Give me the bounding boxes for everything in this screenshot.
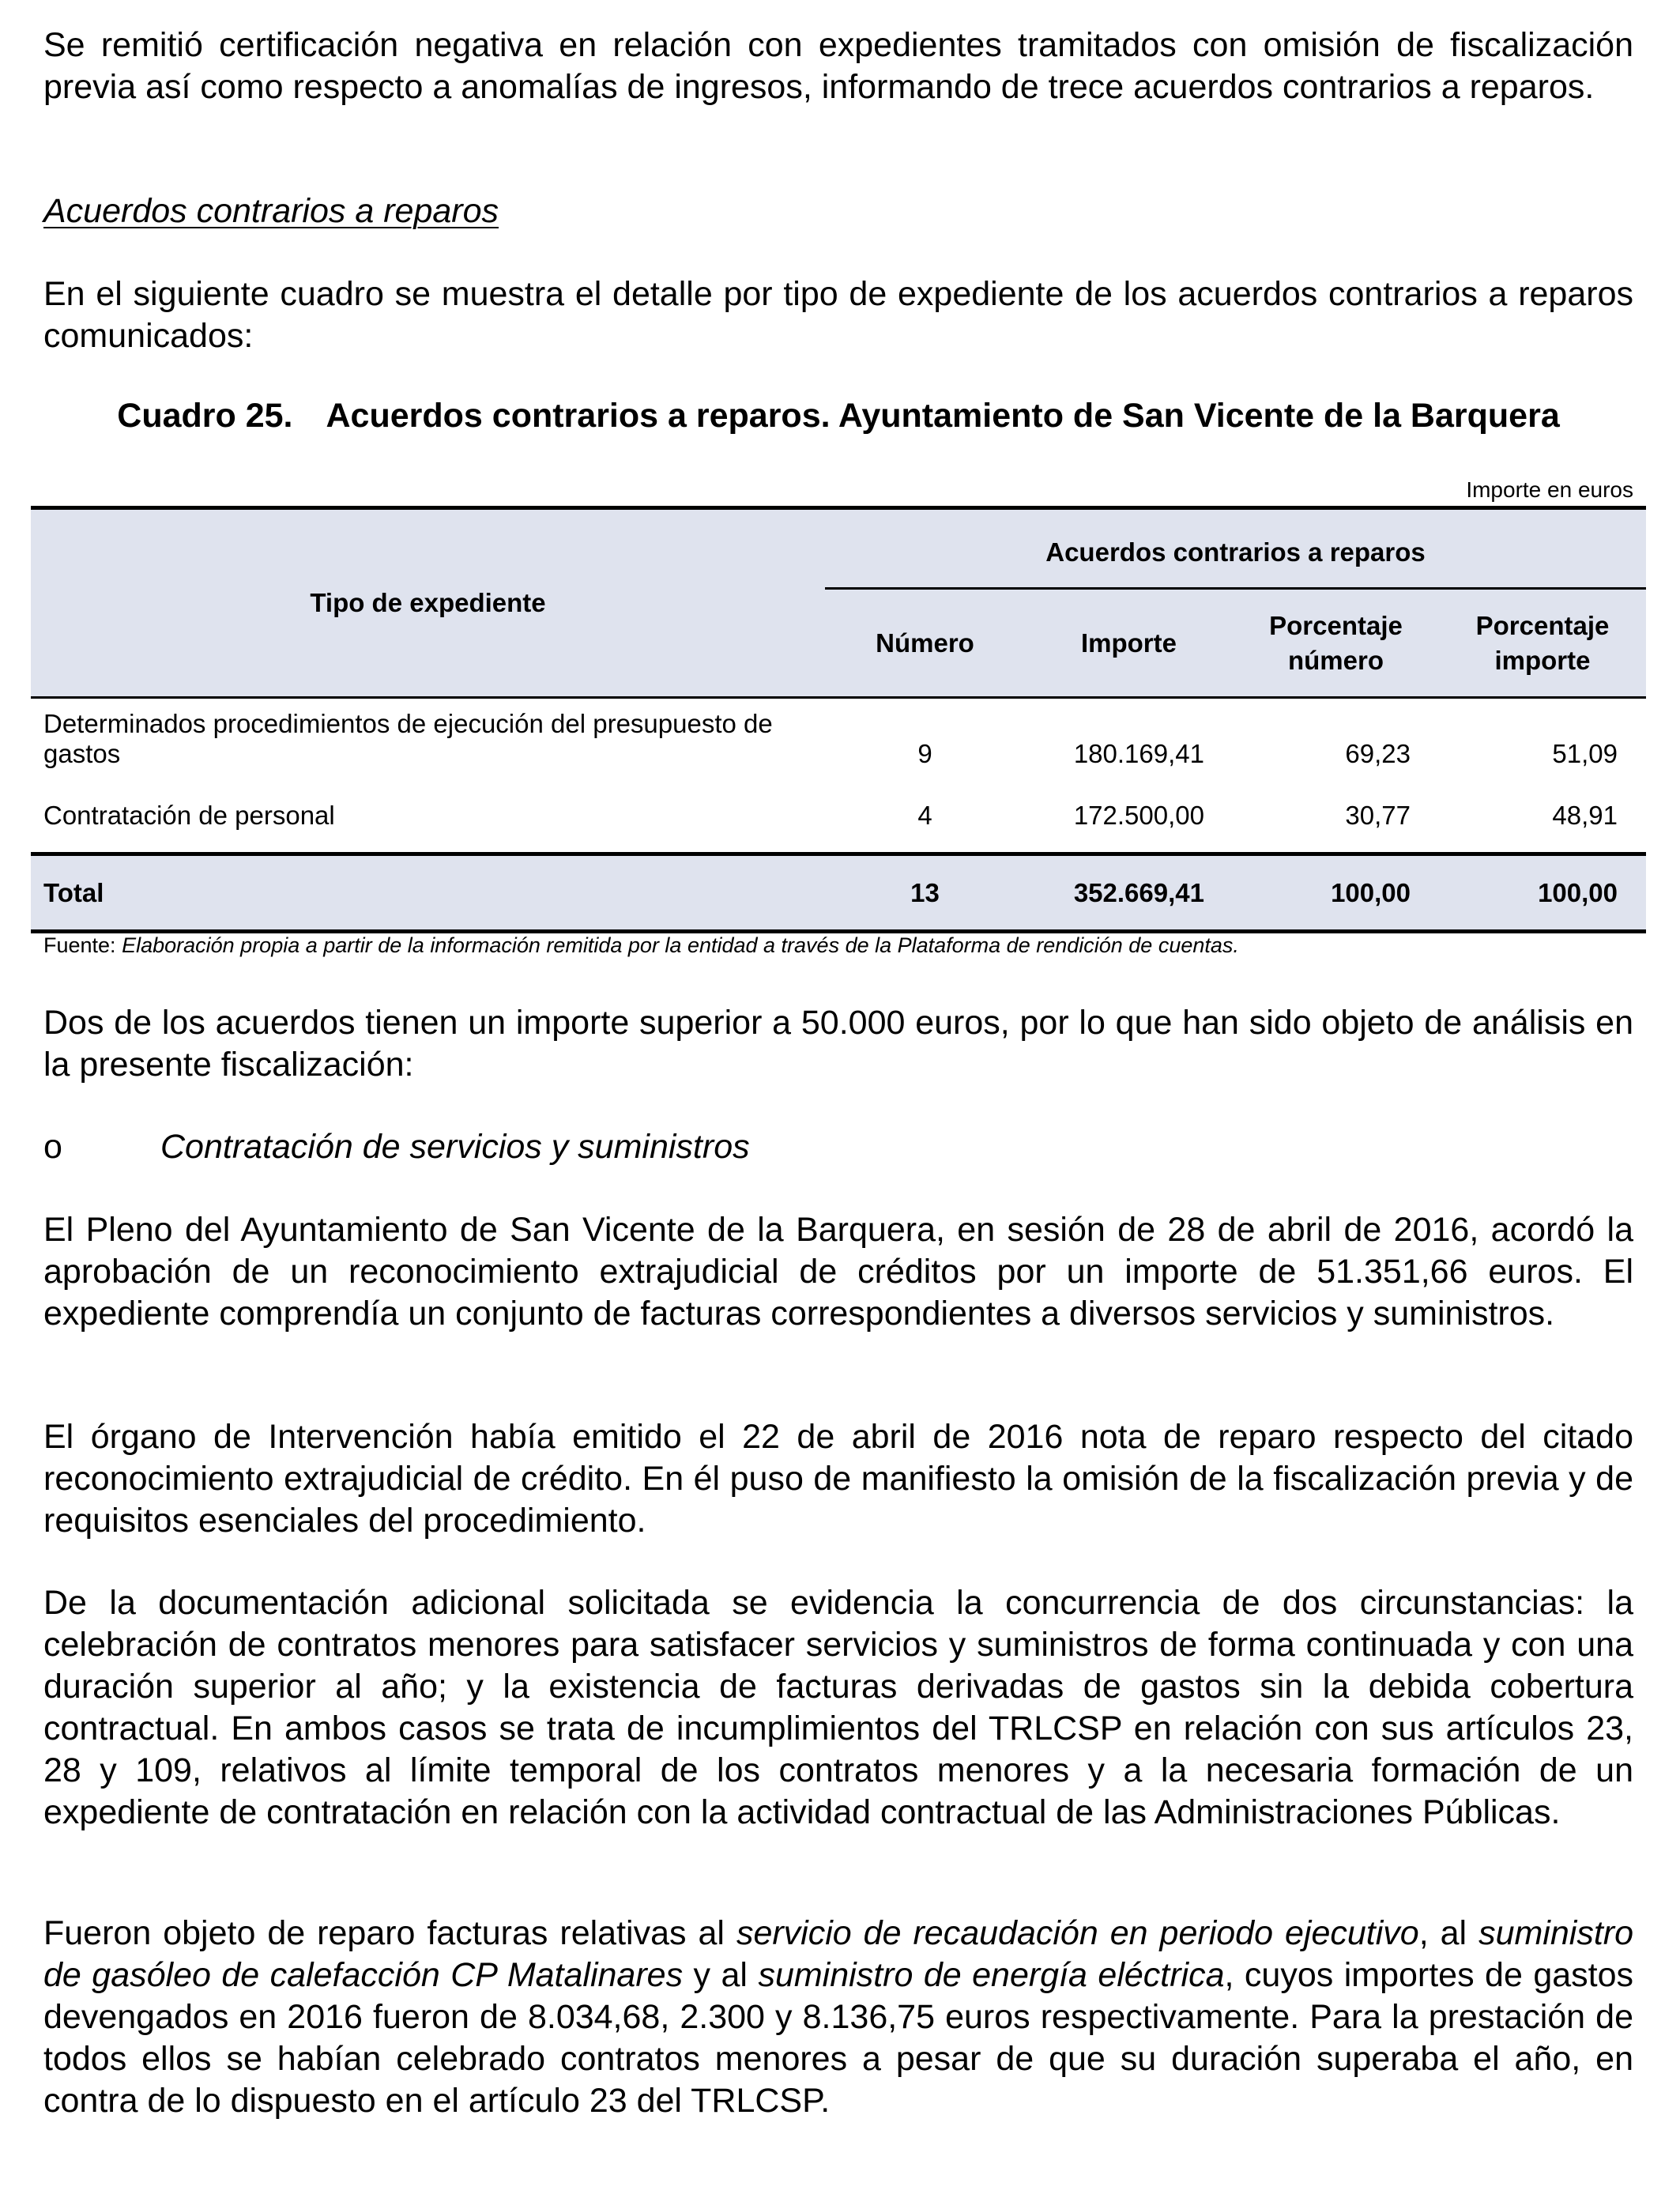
bullet-text: Contratación de servicios y suministros <box>160 1128 750 1166</box>
para7-italic-2: suministro de gasóleo de calefacción CP Matalinares <box>43 1914 1634 1994</box>
total-pct-importe: 100,00 <box>1439 854 1646 932</box>
total-numero: 13 <box>825 854 1025 932</box>
paragraph-intervencion: El órgano de Intervención había emitido el 22 de abril de 2016 nota de reparo respecto del citado reconocimiento extrajudicial de crédito. En él puso de manifiesto la omisión de la fiscalización previa y de requisitos esenciales del procedimiento. <box>43 1418 1633 1540</box>
header-tipo: Tipo de expediente <box>31 508 825 698</box>
units-note: Importe en euros <box>1466 477 1633 502</box>
paragraph-pleno: El Pleno del Ayuntamiento de San Vicente de la Barquera, en sesión de 28 de abril de 2016, acordó la aprobación de un reconocimiento extrajudicial de créditos por un importe de 51.351,66 euros. El expediente comprendía un conjunto de facturas correspondientes a diversos servicios y suministros. <box>43 1211 1633 1333</box>
para7-text-4: , cuyos importes de gastos devengados en 2016 fueron de 8.034,68, 2.300 y 8.136,75 euros respectivamente. Para la prestación de todos ellos se habían celebrado contratos menores a pesar de que su duración superaba el año, en contra de lo dispuesto en el artículo 23 del TRLCSP. <box>43 1956 1634 2120</box>
source-label: Fuente: <box>43 933 116 957</box>
row-numero: 9 <box>825 698 1025 780</box>
total-importe: 352.669,41 <box>1025 854 1233 932</box>
para7-text-3: y al <box>683 1956 759 1994</box>
row-pct-numero: 69,23 <box>1233 698 1439 780</box>
table-source <box>43 933 1633 958</box>
caption-title: Acuerdos contrarios a reparos. Ayuntamiento de San Vicente de la Barquera <box>326 397 1560 435</box>
table-row <box>31 698 1646 780</box>
caption-number: Cuadro 25. <box>117 397 293 435</box>
table-row <box>31 780 1646 854</box>
table-total-row <box>31 854 1646 932</box>
para7-italic-3: suministro de energía eléctrica <box>758 1956 1225 1994</box>
row-pct-importe: 48,91 <box>1439 780 1646 854</box>
subheading-text: Acuerdos contrarios a reparos <box>43 192 499 230</box>
paragraph-facturas <box>43 1913 1633 2122</box>
header-importe: Importe <box>1025 589 1233 698</box>
table-caption <box>43 395 1633 437</box>
bullet-item <box>43 1126 1633 1168</box>
header-pct-numero: Porcentaje número <box>1233 589 1439 698</box>
row-tipo: Determinados procedimientos de ejecución del presupuesto de gastos <box>31 698 825 780</box>
bullet-glyph: o <box>43 1128 62 1166</box>
para7-italic-1: servicio de recaudación en periodo ejecutivo <box>736 1914 1419 1952</box>
para7-text-2: , al <box>1418 1914 1479 1952</box>
total-label: Total <box>31 854 825 932</box>
paragraph-intro: Se remitió certificación negativa en relación con expedientes tramitados con omisión de fiscalización previa así como respecto a anomalías de ingresos, informando de trece acuerdos contrarios a reparos. <box>43 26 1633 106</box>
row-numero: 4 <box>825 780 1025 854</box>
paragraph-table-intro: En el siguiente cuadro se muestra el detalle por tipo de expediente de los acuerdos contrarios a reparos comunicados: <box>43 275 1633 355</box>
row-pct-importe: 51,09 <box>1439 698 1646 780</box>
row-importe: 172.500,00 <box>1025 780 1233 854</box>
total-pct-numero: 100,00 <box>1233 854 1439 932</box>
paragraph-documentacion: De la documentación adicional solicitada se evidencia la concurrencia de dos circunstancias: la celebración de contratos menores para satisfacer servicios y suministros de forma continuada y con una duración superior al año; y la existencia de facturas derivadas de gastos sin la debida cobertura contractual. En ambos casos se trata de incumplimientos del TRLCSP en relación con sus artículos 23, 28 y 109, relativos al límite temporal de los contratos menores y a la necesaria formación de un expediente de contratación en relación con la actividad contractual de las Administraciones Públicas. <box>43 1584 1633 1831</box>
data-table <box>31 506 1646 933</box>
row-tipo: Contratación de personal <box>31 780 825 854</box>
header-numero: Número <box>825 589 1025 698</box>
para7-text-1: Fueron objeto de reparo facturas relativas al <box>43 1914 736 1952</box>
header-group: Acuerdos contrarios a reparos <box>825 508 1646 589</box>
paragraph-analysis: Dos de los acuerdos tienen un importe superior a 50.000 euros, por lo que han sido objeto de análisis en la presente fiscalización: <box>43 1004 1633 1084</box>
header-pct-importe: Porcentaje importe <box>1439 589 1646 698</box>
row-pct-numero: 30,77 <box>1233 780 1439 854</box>
source-text: Elaboración propia a partir de la información remitida por la entidad a través de la Plataforma de rendición de cuentas. <box>122 933 1239 957</box>
row-importe: 180.169,41 <box>1025 698 1233 780</box>
subheading <box>43 190 499 232</box>
